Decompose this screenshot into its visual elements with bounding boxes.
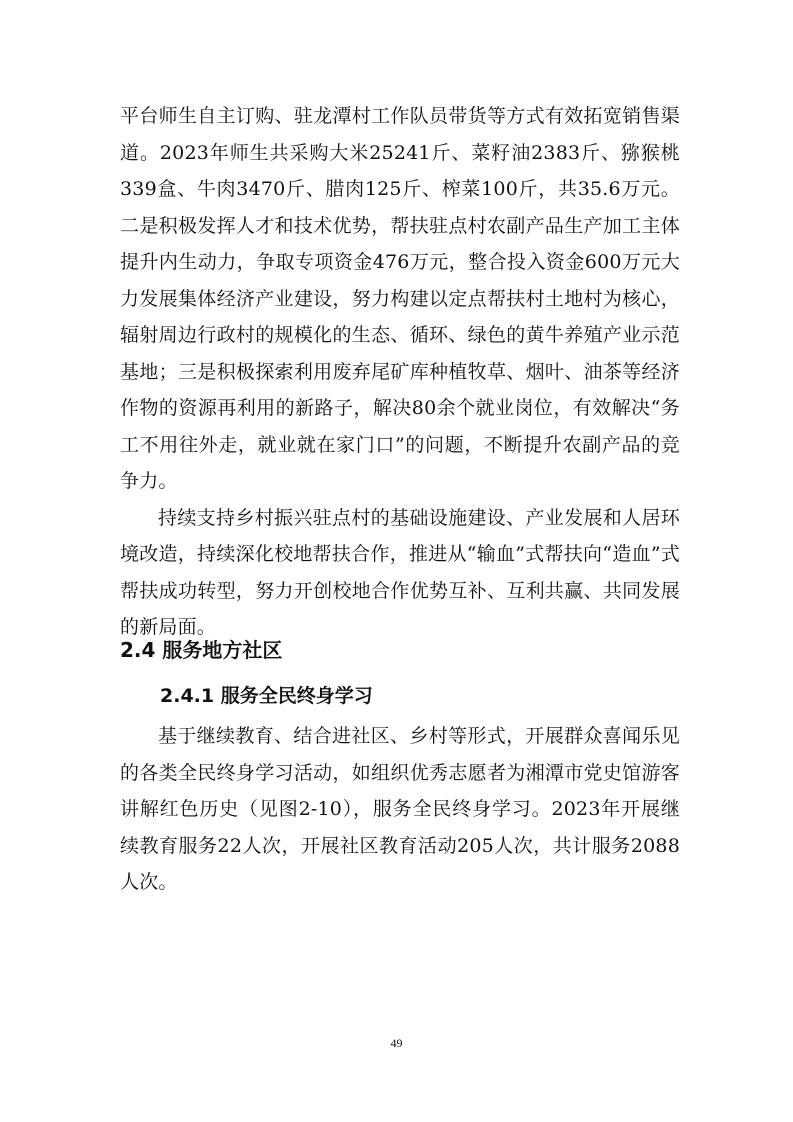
paragraph-lifelong-learning: 基于继续教育、结合进社区、乡村等形式，开展群众喜闻乐见的各类全民终身学习活动，如组织优秀志愿者为湘潭市党史馆游客讲解红色历史（见图2-10），服务全民终身学习。2023年开展继续教育服务22人次，开展社区教育活动205人次，共计服务2088人次。 [120,725,680,893]
paragraph-rural-support: 持续支持乡村振兴驻点村的基础设施建设、产业发展和人居环境改造，持续深化校地帮扶合作，推进从“输血”式帮扶向“造血”式帮扶成功转型，努力开创校地合作优势互补、互利共赢、共同发展的新局面。 [120,506,680,638]
body-text-bottom [120,718,680,901]
paragraph-rural-sales: 平台师生自主订购、驻龙潭村工作队员带货等方式有效拓宽销售渠道。2023年师生共采购大米25241斤、菜籽油2383斤、猕猴桃339盒、牛肉3470斤、腊肉125斤、榨菜100斤，共35.6万元。二是积极发挥人才和技术优势，帮扶驻点村农副产品生产加工主体提升内生动力，争取专项资金476万元，整合投入资金600万元大力发展集体经济产业建设，努力构建以定点帮扶村土地村为核心，辐射周边行政村的规模化的生态、循环、绿色的黄牛养殖产业示范基地；三是积极探索利用废弃尾矿库种植牧草、烟叶、油茶等经济作物的资源再利用的新路子，解决80余个就业岗位，有效解决“务工不用往外走，就业就在家门口”的问题，不断提升农副产品的竞争力。 [120,105,680,492]
page-number: 49 [390,1036,403,1050]
section-heading: 2.4 服务地方社区 [120,638,283,662]
subsection-heading: 2.4.1 服务全民终身学习 [160,685,373,707]
body-text-top [120,98,680,646]
